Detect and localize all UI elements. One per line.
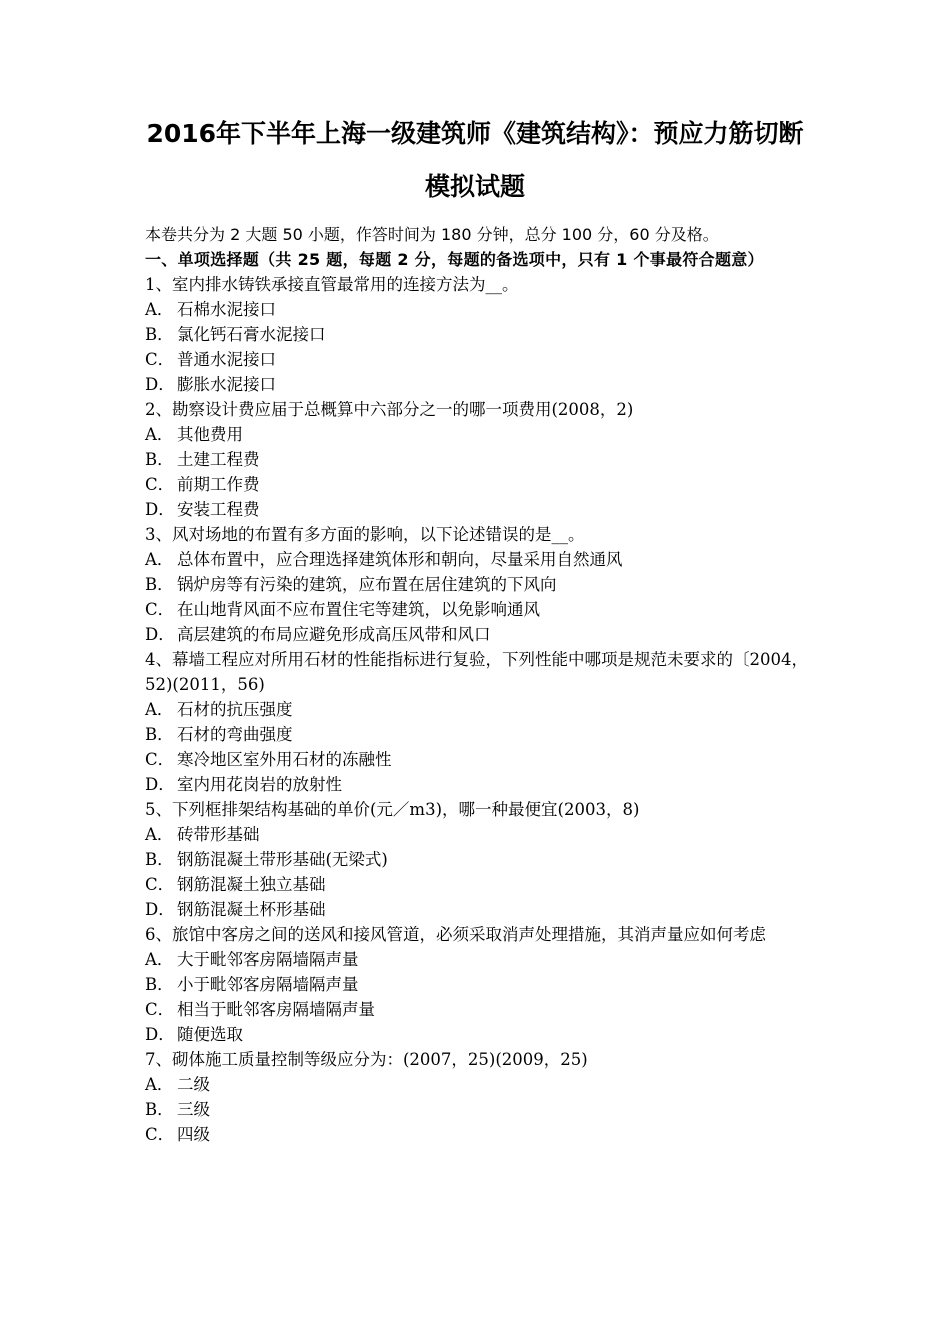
option-text: 石材的弯曲强度 <box>177 725 293 744</box>
option-text: 石材的抗压强度 <box>177 700 293 719</box>
answer-option <box>145 597 810 622</box>
option-text: 四级 <box>177 1125 210 1144</box>
answer-option <box>145 722 810 747</box>
answer-option <box>145 772 810 797</box>
option-text: 氯化钙石膏水泥接口 <box>177 325 326 344</box>
question-item <box>145 1047 810 1147</box>
option-text: 安装工程费 <box>177 500 260 519</box>
answer-option <box>145 697 810 722</box>
answer-option <box>145 447 810 472</box>
option-text: 钢筋混凝土杯形基础 <box>177 900 326 919</box>
question-list <box>145 272 810 1147</box>
option-letter: B． <box>145 325 174 344</box>
option-letter: D． <box>145 500 175 519</box>
option-text: 总体布置中，应合理选择建筑体形和朝向，尽量采用自然通风 <box>177 550 623 569</box>
option-text: 钢筋混凝土独立基础 <box>177 875 326 894</box>
option-letter: A． <box>145 700 174 719</box>
option-text: 在山地背风面不应布置住宅等建筑，以免影响通风 <box>177 600 540 619</box>
option-text: 膨胀水泥接口 <box>177 375 276 394</box>
option-text: 土建工程费 <box>177 450 260 469</box>
document-title-continued: 模拟试题 <box>424 172 525 201</box>
option-letter: B． <box>145 1100 174 1119</box>
option-letter: C． <box>145 475 175 494</box>
option-text: 二级 <box>177 1075 210 1094</box>
answer-option <box>145 872 810 897</box>
document-title: 2016年下半年上海一级建筑师《建筑结构》：预应力筋切断 <box>146 119 804 148</box>
answer-option <box>145 347 810 372</box>
option-letter: D． <box>145 625 175 644</box>
option-letter: C． <box>145 350 175 369</box>
option-letter: D． <box>145 900 175 919</box>
question-stem: 4、幕墙工程应对所用石材的性能指标进行复验，下列性能中哪项是规范未要求的〔2004，52)(2011，56) <box>145 650 808 694</box>
answer-option <box>145 472 810 497</box>
option-letter: B． <box>145 975 174 994</box>
option-letter: B． <box>145 575 174 594</box>
option-letter: D． <box>145 1025 175 1044</box>
answer-option <box>145 1072 810 1097</box>
question-item <box>145 522 810 647</box>
answer-option <box>145 497 810 522</box>
answer-option <box>145 822 810 847</box>
option-letter: D． <box>145 375 175 394</box>
question-item <box>145 922 810 1047</box>
question-item <box>145 647 810 797</box>
question-stem: 3、风对场地的布置有多方面的影响，以下论述错误的是__。 <box>145 525 585 544</box>
question-item <box>145 272 810 397</box>
section-heading: 一、单项选择题（共 25 题，每题 2 分，每题的备选项中，只有 1 个事最符合题意） <box>145 250 764 269</box>
option-text: 大于毗邻客房隔墙隔声量 <box>177 950 359 969</box>
answer-option <box>145 897 810 922</box>
answer-option <box>145 1122 810 1147</box>
option-letter: A． <box>145 300 174 319</box>
answer-option <box>145 1022 810 1047</box>
option-letter: B． <box>145 725 174 744</box>
option-letter: A． <box>145 425 174 444</box>
option-text: 砖带形基础 <box>177 825 260 844</box>
answer-option <box>145 297 810 322</box>
option-letter: A． <box>145 550 174 569</box>
option-text: 小于毗邻客房隔墙隔声量 <box>177 975 359 994</box>
option-letter: C． <box>145 1125 175 1144</box>
answer-option <box>145 372 810 397</box>
answer-option <box>145 997 810 1022</box>
option-text: 室内用花岗岩的放射性 <box>177 775 342 794</box>
option-text: 钢筋混凝土带形基础(无梁式) <box>177 850 388 869</box>
answer-option <box>145 847 810 872</box>
answer-option <box>145 622 810 647</box>
option-letter: C． <box>145 750 175 769</box>
answer-option <box>145 747 810 772</box>
option-letter: A． <box>145 950 174 969</box>
answer-option <box>145 572 810 597</box>
exam-instructions: 本卷共分为 2 大题 50 小题，作答时间为 180 分钟，总分 100 分，60 分及格。 <box>145 225 719 244</box>
option-letter: A． <box>145 1075 174 1094</box>
option-text: 普通水泥接口 <box>177 350 276 369</box>
question-stem: 6、旅馆中客房之间的送风和接风管道，必须采取消声处理措施，其消声量应如何考虑 <box>145 925 766 944</box>
option-letter: C． <box>145 1000 175 1019</box>
document-body <box>145 222 810 1147</box>
option-letter: D． <box>145 775 175 794</box>
option-text: 相当于毗邻客房隔墙隔声量 <box>177 1000 375 1019</box>
question-stem: 1、室内排水铸铁承接直管最常用的连接方法为__。 <box>145 275 519 294</box>
question-stem: 2、勘察设计费应届于总概算中六部分之一的哪一项费用(2008，2) <box>145 400 634 419</box>
option-letter: B． <box>145 450 174 469</box>
answer-option <box>145 322 810 347</box>
option-text: 石棉水泥接口 <box>177 300 276 319</box>
option-text: 三级 <box>177 1100 210 1119</box>
option-text: 寒冷地区室外用石材的冻融性 <box>177 750 392 769</box>
answer-option <box>145 947 810 972</box>
answer-option <box>145 1097 810 1122</box>
question-stem: 7、砌体施工质量控制等级应分为：(2007，25)(2009，25) <box>145 1050 588 1069</box>
answer-option <box>145 972 810 997</box>
option-text: 其他费用 <box>177 425 243 444</box>
option-text: 锅炉房等有污染的建筑，应布置在居住建筑的下风向 <box>177 575 557 594</box>
option-text: 前期工作费 <box>177 475 260 494</box>
option-letter: B． <box>145 850 174 869</box>
option-letter: A． <box>145 825 174 844</box>
answer-option <box>145 547 810 572</box>
answer-option <box>145 422 810 447</box>
question-stem: 5、下列框排架结构基础的单价(元／m3)，哪一种最便宜(2003，8) <box>145 800 640 819</box>
option-text: 随便选取 <box>177 1025 243 1044</box>
question-item <box>145 397 810 522</box>
option-letter: C． <box>145 600 175 619</box>
question-item <box>145 797 810 922</box>
option-text: 高层建筑的布局应避免形成高压风带和风口 <box>177 625 491 644</box>
option-letter: C． <box>145 875 175 894</box>
